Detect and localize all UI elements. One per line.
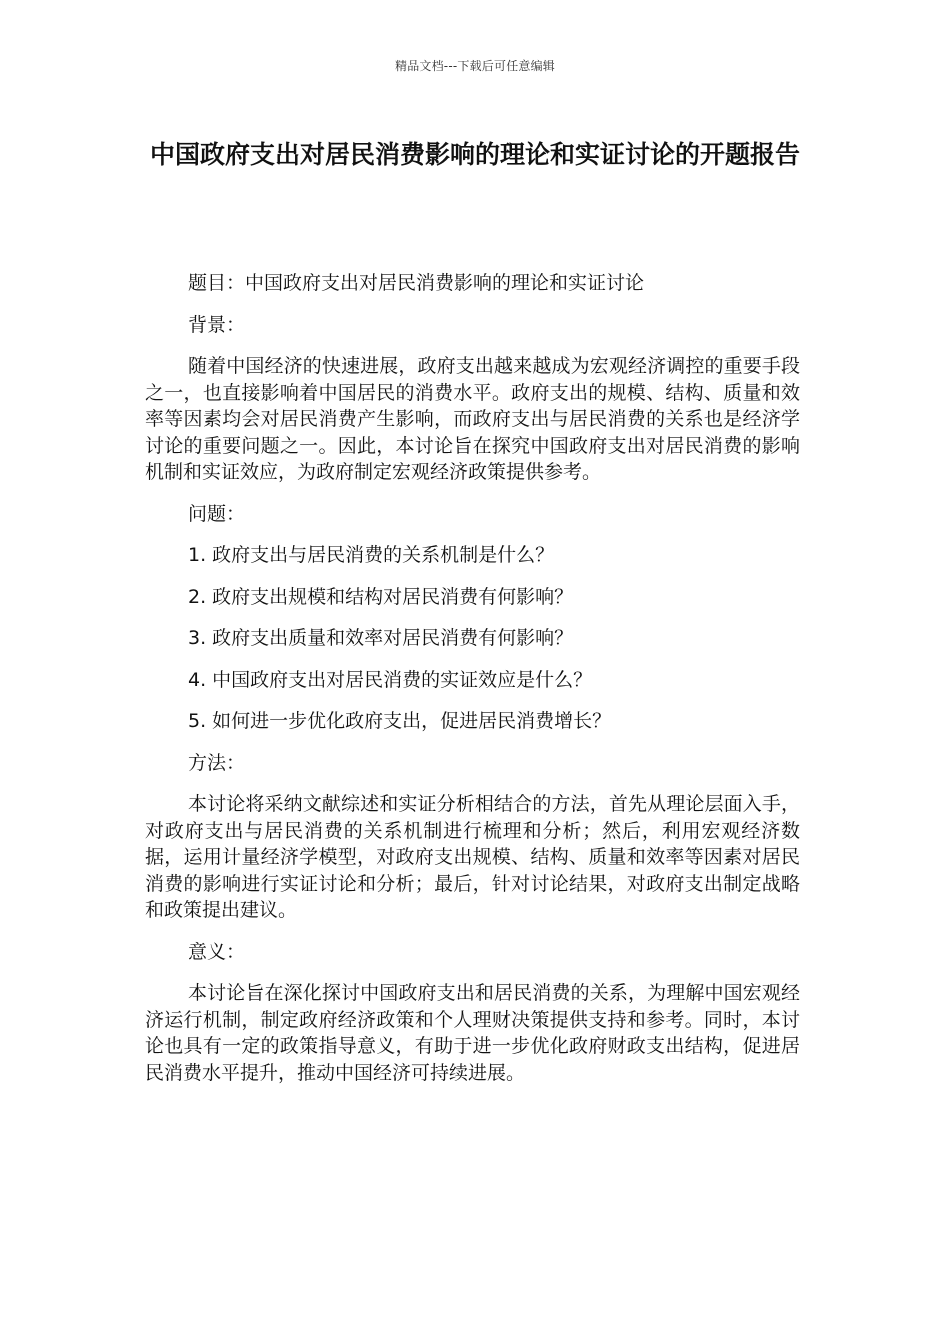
question-item: 1. 政府支出与居民消费的关系机制是什么？ [188, 544, 555, 566]
background-label: 背景： [188, 313, 246, 336]
significance-paragraph: 本讨论旨在深化探讨中国政府支出和居民消费的关系，为理解中国宏观经济运行机制，制定政府经济政策和个人理财决策提供支持和参考。同时，本讨论也具有一定的政策指导意义，有助于进一步优化政府财政支出结构，促进居民消费水平提升，推动中国经济可持续进展。 [145, 982, 800, 1084]
document-title: 中国政府支出对居民消费影响的理论和实证讨论的开题报告 [149, 140, 800, 169]
question-item: 4. 中国政府支出对居民消费的实证效应是什么？ [188, 668, 593, 691]
background-paragraph: 随着中国经济的快速进展，政府支出越来越成为宏观经济调控的重要手段之一，也直接影响着中国居民的消费水平。政府支出的规模、结构、质量和效率等因素均会对居民消费产生影响，而政府支出与居民消费的关系也是经济学讨论的重要问题之一。因此，本讨论旨在探究中国政府支出对居民消费的影响机制和实证效应，为政府制定宏观经济政策提供参考。 [145, 355, 800, 483]
method-label: 方法： [188, 751, 246, 774]
document-body [145, 270, 800, 1101]
topic-line: 题目：中国政府支出对居民消费影响的理论和实证讨论 [188, 272, 645, 294]
question-item: 2. 政府支出规模和结构对居民消费有何影响？ [188, 585, 574, 608]
method-paragraph: 本讨论将采纳文献综述和实证分析相结合的方法，首先从理论层面入手，对政府支出与居民消费的关系机制进行梳理和分析；然后，利用宏观经济数据，运用计量经济学模型，对政府支出规模、结构、质量和效率等因素对居民消费的影响进行实证讨论和分析；最后，针对讨论结果，对政府支出制定战略和政策提出建议。 [145, 793, 800, 921]
header-note: 精品文档---下载后可任意编辑 [395, 59, 555, 73]
question-item: 3. 政府支出质量和效率对居民消费有何影响？ [188, 627, 574, 649]
significance-label: 意义： [188, 940, 246, 963]
question-item: 5. 如何进一步优化政府支出，促进居民消费增长？ [188, 710, 612, 732]
questions-label: 问题： [188, 502, 246, 525]
